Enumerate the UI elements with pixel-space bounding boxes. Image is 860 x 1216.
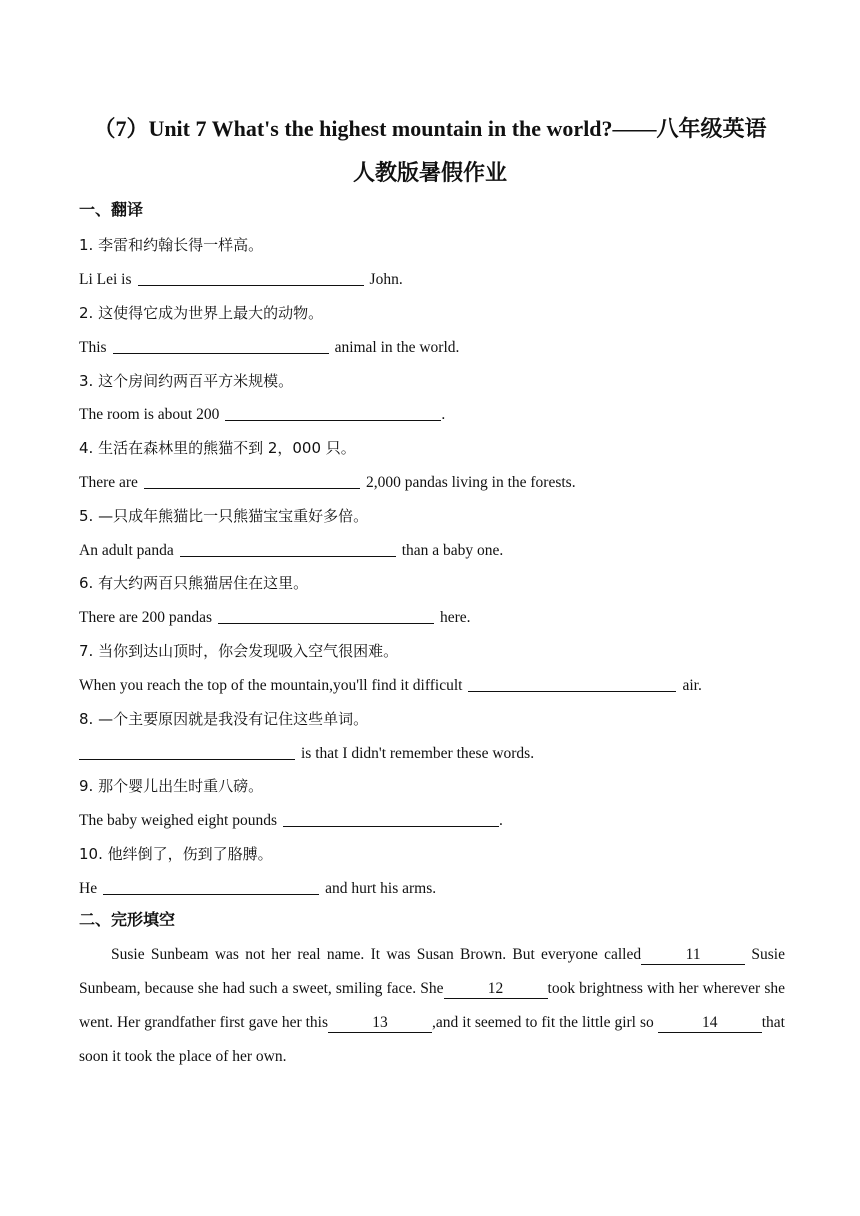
question-2-prefix: This (79, 339, 107, 356)
question-3-chinese: 3. 这个房间约两百平方米规模。 (79, 372, 294, 390)
question-8-chinese: 8. —个主要原因就是我没有记住这些单词。 (79, 710, 369, 728)
question-1-english (79, 269, 403, 290)
cloze-blank-12[interactable]: 12 (444, 980, 548, 999)
answer-blank-5[interactable] (180, 540, 396, 557)
question-8-english (79, 743, 534, 764)
section-heading-cloze: 二、完形填空 (79, 912, 176, 929)
question-6-chinese: 6. 有大约两百只熊猫居住在这里。 (79, 574, 309, 592)
question-4-chinese: 4. 生活在森林里的熊猫不到 2，000 只。 (79, 439, 356, 457)
question-5-chinese: 5. —只成年熊猫比一只熊猫宝宝重好多倍。 (79, 507, 369, 525)
question-10-suffix: and hurt his arms. (325, 880, 437, 897)
answer-blank-10[interactable] (103, 878, 319, 895)
question-3-suffix: . (441, 406, 446, 423)
question-7-prefix: When you reach the top of the mountain,you'll find it difficult (79, 677, 463, 694)
question-9-chinese: 9. 那个婴儿出生时重八磅。 (79, 777, 264, 795)
answer-blank-4[interactable] (144, 472, 360, 489)
question-2-english (79, 337, 459, 358)
cloze-segment-2: Susie Sunbeam, because she had such a sweet, smiling face. She (79, 946, 785, 997)
cloze-passage (79, 938, 785, 1074)
question-2-suffix: animal in the world. (334, 339, 460, 356)
question-10-prefix: He (79, 880, 98, 897)
cloze-segment-3: took brightness with her wherever she went. Her grandfather first gave her this (79, 980, 785, 1031)
question-10-english (79, 878, 436, 899)
question-1-suffix: John. (369, 271, 403, 288)
question-6-english (79, 607, 471, 628)
cloze-blank-11[interactable]: 11 (641, 946, 745, 965)
page-title-line-1: （7）Unit 7 What's the highest mountain in the world?——八年级英语 (93, 116, 767, 141)
question-1-prefix: Li Lei is (79, 271, 132, 288)
cloze-segment-1: Susie Sunbeam was not her real name. It was Susan Brown. But everyone called (111, 946, 642, 963)
question-9-suffix: . (499, 812, 503, 829)
question-4-english (79, 472, 576, 493)
cloze-segment-5: that soon it took the place of her own. (79, 1014, 785, 1065)
question-5-prefix: An adult panda (79, 542, 174, 559)
question-7-chinese: 7. 当你到达山顶时，你会发现吸入空气很困难。 (79, 642, 399, 660)
question-8-suffix: is that I didn't remember these words. (301, 745, 535, 762)
section-heading-translation: 一、翻译 (79, 202, 144, 219)
answer-blank-3[interactable] (225, 404, 441, 421)
question-6-prefix: There are 200 pandas (79, 609, 212, 626)
question-9-prefix: The baby weighed eight pounds (79, 812, 278, 829)
question-4-suffix: 2,000 pandas living in the forests. (365, 474, 576, 491)
cloze-blank-14[interactable]: 14 (658, 1014, 762, 1033)
question-6-suffix: here. (439, 609, 471, 626)
question-3-english (79, 404, 445, 425)
cloze-segment-4: ,and it seemed to fit the little girl so (432, 1014, 654, 1031)
question-4-prefix: There are (79, 474, 138, 491)
answer-blank-1[interactable] (138, 269, 364, 286)
question-9-english (79, 810, 503, 831)
answer-blank-9[interactable] (283, 810, 499, 827)
question-2-chinese: 2. 这使得它成为世界上最大的动物。 (79, 304, 324, 322)
question-7-english (79, 675, 702, 696)
question-3-prefix: The room is about 200 (79, 406, 220, 423)
answer-blank-7[interactable] (468, 675, 676, 692)
question-1-chinese: 1. 李雷和约翰长得一样高。 (79, 236, 264, 254)
answer-blank-8[interactable] (79, 743, 295, 760)
question-5-english (79, 540, 503, 561)
page-title-line-2: 人教版暑假作业 (352, 160, 507, 185)
cloze-blank-13[interactable]: 13 (328, 1014, 432, 1033)
answer-blank-6[interactable] (218, 607, 434, 624)
answer-blank-2[interactable] (113, 337, 329, 354)
question-10-chinese: 10. 他绊倒了，伤到了胳膊。 (79, 845, 273, 863)
question-7-suffix: air. (682, 677, 702, 694)
question-5-suffix: than a baby one. (401, 542, 504, 559)
